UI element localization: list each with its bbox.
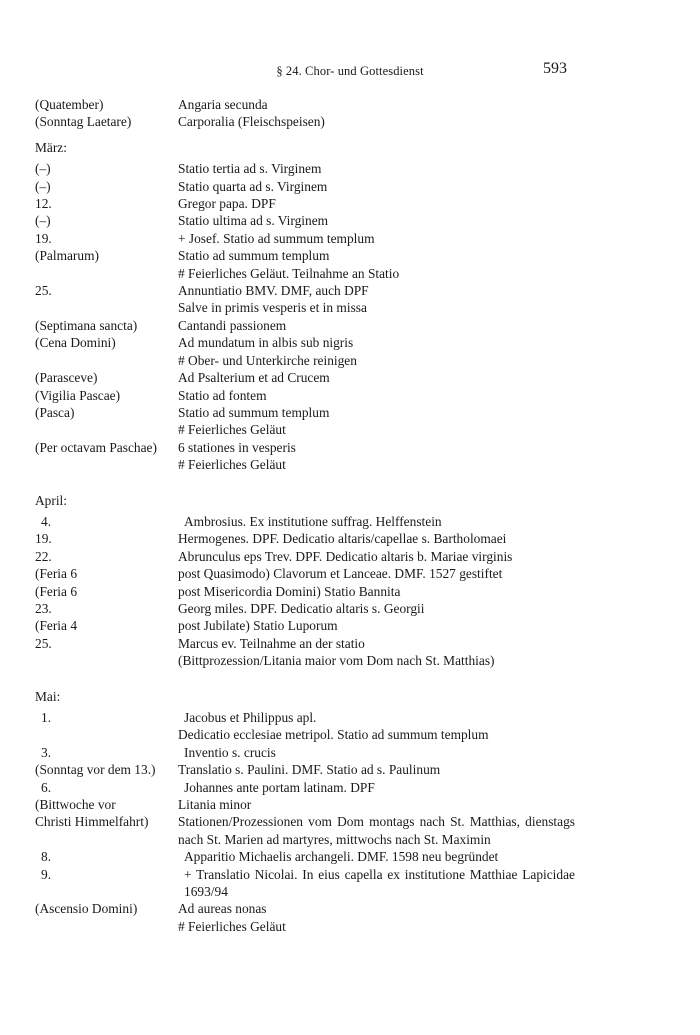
entry-text: Ad Psalterium et ad Crucem bbox=[178, 370, 330, 386]
entry-text: Statio ad summum templum bbox=[178, 404, 330, 420]
entry-text: post Misericordia Domini) Statio Bannita bbox=[178, 583, 401, 599]
calendar-entry bbox=[35, 282, 575, 299]
entry-text: 6 stationes in vesperis bbox=[178, 439, 296, 455]
calendar-entry bbox=[35, 779, 575, 796]
calendar-entry bbox=[35, 565, 575, 582]
entry-date bbox=[35, 918, 178, 935]
page-header bbox=[0, 58, 700, 82]
entry-text: # Ober- und Unterkirche reinigen bbox=[178, 352, 357, 368]
entry-date: 9. bbox=[41, 866, 52, 882]
entry-date: 1. bbox=[41, 710, 52, 725]
calendar-entry bbox=[35, 404, 575, 421]
calendar-entry bbox=[35, 709, 575, 726]
entry-date: (Sonntag Laetare) bbox=[35, 114, 132, 130]
calendar-entry bbox=[35, 299, 575, 316]
calendar-entry bbox=[35, 548, 575, 565]
entry-text: Translatio s. Paulini. DMF. Statio ad s. Paulinum bbox=[178, 762, 441, 778]
entry-text: post Jubilate) Statio Luporum bbox=[178, 618, 338, 634]
entry-text: Statio ad summum templum bbox=[178, 248, 330, 264]
entry-date: 25. bbox=[35, 635, 52, 651]
entry-text: Stationen/Prozessionen vom Dom montags nach St. Matthias, dienstags nach St. Marien ad martyres, mittwochs nach St. Maximin bbox=[178, 814, 575, 847]
entry-date: (–) bbox=[35, 161, 51, 177]
entry-date: Christi Himmelfahrt) bbox=[35, 814, 149, 830]
calendar-entry bbox=[35, 530, 575, 547]
entry-date: (Palmarum) bbox=[35, 248, 99, 264]
calendar-entry bbox=[35, 726, 575, 743]
calendar-entry bbox=[35, 761, 575, 778]
entry-text: # Feierliches Geläut bbox=[178, 457, 286, 473]
entry-date: (Cena Domini) bbox=[35, 335, 116, 351]
section-gap bbox=[35, 474, 575, 488]
entry-text: Litania minor bbox=[178, 797, 252, 813]
calendar-entry bbox=[35, 247, 575, 264]
entry-date: (Quatember) bbox=[35, 97, 104, 112]
calendar-entry bbox=[35, 744, 575, 761]
entry-date: 19. bbox=[35, 531, 52, 547]
entry-date: 3. bbox=[41, 744, 52, 760]
entry-text: Angaria secunda bbox=[178, 97, 268, 112]
calendar-entry bbox=[35, 796, 575, 813]
entry-date: 19. bbox=[35, 230, 52, 246]
entry-text: Johannes ante portam latinam. DPF bbox=[184, 779, 375, 795]
section-gap bbox=[35, 670, 575, 684]
entry-text: Marcus ev. Teilnahme an der statio bbox=[178, 635, 365, 651]
entry-text: (Bittprozession/Litania maior vom Dom nach St. Matthias) bbox=[178, 653, 495, 669]
section-gap bbox=[35, 131, 575, 135]
entry-date: 23. bbox=[35, 600, 52, 616]
entry-date: 8. bbox=[41, 849, 52, 865]
calendar-entry bbox=[35, 178, 575, 195]
calendar-entry bbox=[35, 230, 575, 247]
calendar-entry bbox=[35, 160, 575, 177]
entry-date bbox=[35, 421, 178, 438]
calendar-text bbox=[35, 96, 575, 935]
calendar-entry bbox=[35, 600, 575, 617]
calendar-entry bbox=[35, 900, 575, 917]
calendar-entry bbox=[35, 421, 575, 438]
calendar-entry bbox=[35, 848, 575, 865]
entry-date bbox=[35, 652, 178, 669]
entry-text: Apparitio Michaelis archangeli. DMF. 1598 neu begründet bbox=[184, 849, 499, 865]
entry-text: Jacobus et Philippus apl. bbox=[184, 710, 317, 725]
calendar-entry bbox=[35, 352, 575, 369]
entry-date: 22. bbox=[35, 548, 52, 564]
calendar-entry bbox=[35, 96, 575, 113]
calendar-entry bbox=[35, 439, 575, 456]
entry-text: Gregor papa. DPF bbox=[178, 196, 276, 212]
entry-text: # Feierliches Geläut bbox=[178, 918, 286, 934]
entry-date: (Feria 6 bbox=[35, 583, 78, 599]
entry-date: 25. bbox=[35, 283, 52, 299]
entry-date: (–) bbox=[35, 178, 51, 194]
calendar-entry bbox=[35, 513, 575, 530]
calendar-entry bbox=[35, 456, 575, 473]
entry-date: 4. bbox=[41, 513, 52, 529]
entry-date: (Sonntag vor dem 13.) bbox=[35, 762, 156, 778]
entry-date: 12. bbox=[35, 196, 52, 212]
entry-date bbox=[35, 726, 178, 743]
entry-text: Statio tertia ad s. Virginem bbox=[178, 161, 322, 177]
calendar-entry bbox=[35, 918, 575, 935]
calendar-entry bbox=[35, 617, 575, 634]
entry-date bbox=[35, 299, 178, 316]
calendar-entry bbox=[35, 635, 575, 652]
entry-text: Ambrosius. Ex institutione suffrag. Helffenstein bbox=[184, 513, 442, 529]
entry-date bbox=[35, 352, 178, 369]
calendar-entry bbox=[35, 334, 575, 351]
entry-text: Salve in primis vesperis et in missa bbox=[178, 300, 367, 316]
entry-text: Georg miles. DPF. Dedicatio altaris s. Georgii bbox=[178, 600, 425, 616]
entry-date: (Pasca) bbox=[35, 404, 75, 420]
entry-text: Annuntiatio BMV. DMF, auch DPF bbox=[178, 283, 369, 299]
entry-text: Inventio s. crucis bbox=[184, 744, 276, 760]
entry-text: # Feierliches Geläut bbox=[178, 422, 286, 438]
page-number: 593 bbox=[543, 60, 567, 77]
month-heading: März: bbox=[35, 139, 67, 155]
entry-text: Hermogenes. DPF. Dedicatio altaris/capellae s. Bartholomaei bbox=[178, 531, 507, 547]
entry-date: 6. bbox=[41, 779, 52, 795]
entry-date: (Vigilia Pascae) bbox=[35, 387, 121, 403]
entry-date: (Feria 4 bbox=[35, 618, 78, 634]
entry-date: (Per octavam Paschae) bbox=[35, 439, 157, 455]
entry-date bbox=[35, 456, 178, 473]
calendar-entry bbox=[35, 866, 575, 901]
running-head: § 24. Chor- und Gottesdienst bbox=[276, 64, 424, 78]
entry-date: (Feria 6 bbox=[35, 566, 78, 582]
entry-text: + Josef. Statio ad summum templum bbox=[178, 230, 375, 246]
entry-text: Ad aureas nonas bbox=[178, 901, 267, 917]
calendar-entry bbox=[35, 583, 575, 600]
entry-text: Statio ad fontem bbox=[178, 387, 267, 403]
entry-date: (Bittwoche vor bbox=[35, 797, 116, 813]
entry-text: + Translatio Nicolai. In eius capella ex institutione Matthiae Lapicidae 1693/94 bbox=[184, 866, 575, 900]
month-heading: April: bbox=[35, 492, 67, 508]
entry-text: # Feierliches Geläut. Teilnahme an Statio bbox=[178, 265, 400, 281]
month-heading: Mai: bbox=[35, 688, 61, 704]
entry-text: Carporalia (Fleischspeisen) bbox=[178, 114, 325, 130]
entry-date: (Septimana sancta) bbox=[35, 317, 138, 333]
entry-text: Abrunculus eps Trev. DPF. Dedicatio altaris b. Mariae virginis bbox=[178, 548, 513, 564]
calendar-entry bbox=[35, 265, 575, 282]
entry-date: (Ascensio Domini) bbox=[35, 901, 138, 917]
entry-date: (–) bbox=[35, 213, 51, 229]
calendar-entry bbox=[35, 195, 575, 212]
entry-text: Statio ultima ad s. Virginem bbox=[178, 213, 329, 229]
entry-date bbox=[35, 265, 178, 282]
entry-text: post Quasimodo) Clavorum et Lanceae. DMF. 1527 gestiftet bbox=[178, 566, 503, 582]
entry-text: Statio quarta ad s. Virginem bbox=[178, 178, 328, 194]
entry-text: Ad mundatum in albis sub nigris bbox=[178, 335, 354, 351]
calendar-entry bbox=[35, 652, 575, 669]
entry-text: Cantandi passionem bbox=[178, 317, 287, 333]
calendar-entry bbox=[35, 387, 575, 404]
calendar-entry bbox=[35, 212, 575, 229]
calendar-entry bbox=[35, 317, 575, 334]
entry-text: Dedicatio ecclesiae metripol. Statio ad summum templum bbox=[178, 727, 489, 743]
entry-date: (Parasceve) bbox=[35, 370, 98, 386]
calendar-entry bbox=[35, 113, 575, 130]
calendar-entry bbox=[35, 369, 575, 386]
calendar-entry bbox=[35, 813, 575, 848]
